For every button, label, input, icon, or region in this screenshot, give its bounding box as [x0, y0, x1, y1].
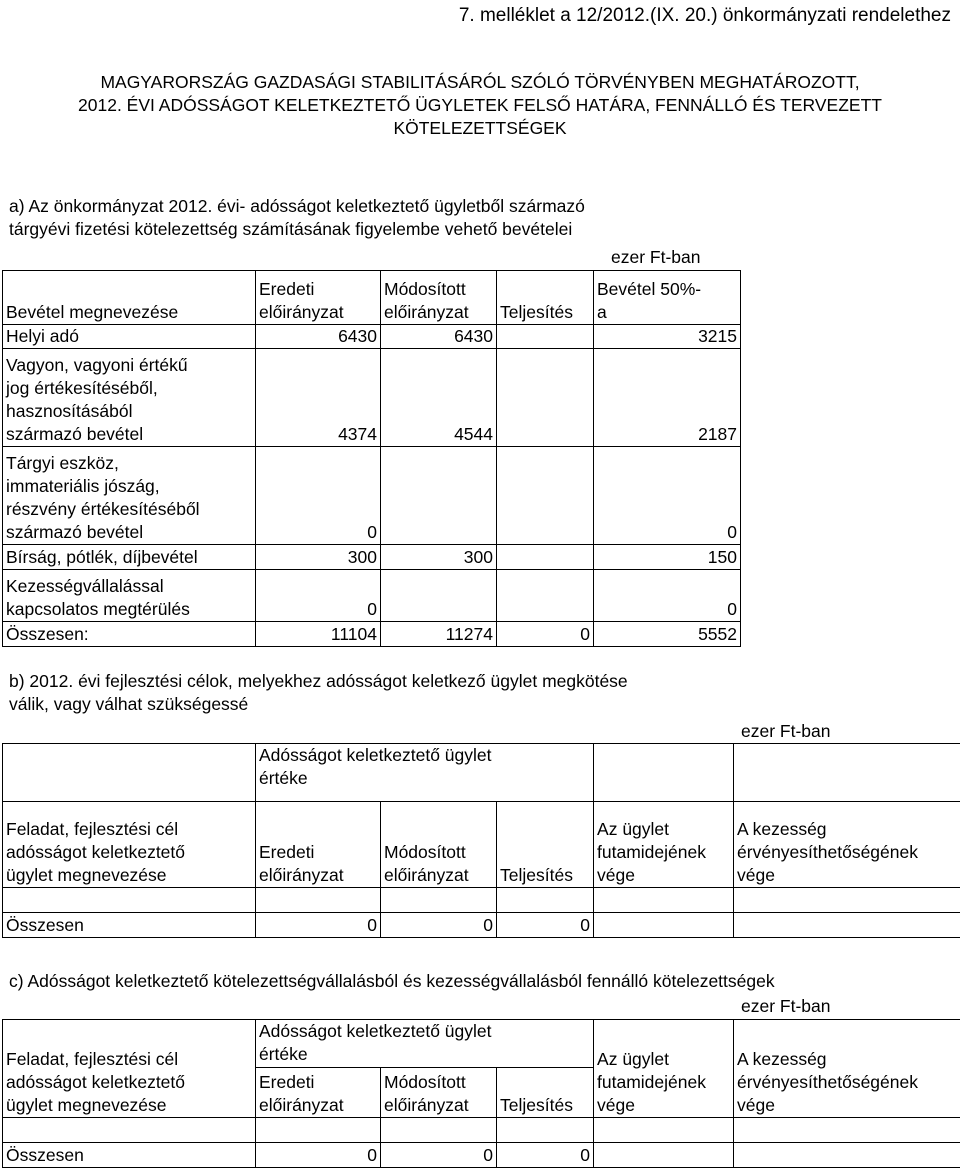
blank-cell: [594, 1143, 734, 1168]
row-modified: [381, 447, 497, 545]
table-row: [3, 325, 741, 349]
row-name-line: immateriális jószág,: [6, 476, 160, 496]
row-half: 2187: [594, 349, 741, 447]
header-revenue-name: Bevétel megnevezése: [3, 271, 256, 325]
row-name: [3, 622, 256, 647]
title-line-1: MAGYARORSZÁG GAZDASÁGI STABILITÁSÁRÓL SZÓLÓ TÖRVÉNYBEN MEGHATÁROZOTT,: [100, 72, 860, 92]
header-original-appropriation: [256, 1068, 381, 1118]
row-name: [3, 570, 256, 622]
row-name-line: Vagyon, vagyoni értékű: [6, 355, 188, 375]
section-b-unit: ezer Ft-ban: [741, 721, 831, 741]
row-modified: 4544: [381, 349, 497, 447]
row-name: [3, 447, 256, 545]
row-name-line: származó bevétel: [6, 424, 144, 444]
row-half: 5552: [594, 622, 741, 647]
total-label: [3, 913, 256, 938]
blank-cell: [594, 1118, 734, 1143]
header-task: [3, 802, 256, 888]
row-name: [3, 349, 256, 447]
row-original: 6430: [256, 325, 381, 349]
header-maturity-line: vége: [597, 1095, 635, 1115]
total-original: 0: [256, 1143, 381, 1168]
blank-cell: [3, 888, 256, 913]
section-c-title: c) Adósságot keletkeztető kötelezettségvállalásból és kezességvállalásból fennálló kötelezettségek: [9, 971, 775, 991]
header-original-line-2: előirányzat: [259, 302, 344, 322]
blank-cell: [256, 888, 381, 913]
group-header-row: [3, 744, 960, 802]
obligations-table: [2, 1019, 960, 1168]
section-a-title: [9, 195, 585, 241]
section-a-title-line-2: tárgyévi fizetési kötelezettség számításának figyelembe vehető bevételei: [9, 219, 573, 239]
blank-cell: [256, 1118, 381, 1143]
blank-cell: [594, 913, 734, 938]
blank-cell: [734, 744, 960, 802]
header-modified-line-2: előirányzat: [384, 302, 469, 322]
header-guarantee-line: A kezesség: [737, 1049, 827, 1069]
table-row: [3, 349, 741, 447]
row-fulfilled: [497, 570, 594, 622]
section-b-title: [9, 670, 628, 716]
header-modified-appropriation: [381, 1068, 497, 1118]
section-a-title-line-1: a) Az önkormányzat 2012. évi- adósságot keletkeztető ügyletből származó: [9, 196, 585, 216]
blank-cell: [734, 1143, 960, 1168]
row-half: 3215: [594, 325, 741, 349]
header-modified-line: előirányzat: [384, 1095, 469, 1115]
blank-cell: [3, 1118, 256, 1143]
column-header-row: [3, 802, 960, 888]
row-name: [3, 545, 256, 570]
row-name-line: jog értékesítéséből,: [6, 378, 158, 398]
header-modified-line: Módosított: [384, 1072, 466, 1092]
table-row-total: [3, 913, 960, 938]
total-original: 0: [256, 913, 381, 938]
header-modified-appropriation: [381, 271, 497, 325]
header-maturity: [594, 802, 734, 888]
header-fulfilled: Teljesítés: [497, 1068, 594, 1118]
header-modified-line-1: Módosított: [384, 279, 466, 299]
row-name-line: Bírság, pótlék, díjbevétel: [6, 547, 198, 567]
header-task-line: adósságot keletkeztető: [6, 1072, 186, 1092]
row-name: [3, 325, 256, 349]
header-maturity-line: Az ügylet: [597, 819, 670, 839]
header-guarantee-line: érvényesíthetőségének: [737, 842, 918, 862]
header-original-line: előirányzat: [259, 865, 344, 885]
header-maturity-line: futamidejének: [597, 842, 706, 862]
header-maturity-line: vége: [597, 865, 635, 885]
header-half-line-1: Bevétel 50%-: [597, 279, 702, 299]
header-original-line-1: Eredeti: [259, 279, 315, 299]
debt-value-group-header: [256, 1020, 594, 1068]
row-fulfilled: [497, 349, 594, 447]
header-maturity-line: Az ügylet: [597, 1049, 670, 1069]
blank-cell: [594, 744, 734, 802]
title-line-3: KÖTELEZETTSÉGEK: [393, 118, 567, 138]
row-name-line: Tárgyi eszköz,: [6, 453, 119, 473]
debt-value-group-header: [256, 744, 594, 802]
section-c-unit: ezer Ft-ban: [741, 996, 831, 1016]
table-row: [3, 570, 741, 622]
blank-cell: [381, 888, 497, 913]
header-modified-appropriation: [381, 802, 497, 888]
row-half: 150: [594, 545, 741, 570]
section-a-unit: ezer Ft-ban: [611, 247, 701, 267]
group-header-line-1: Adósságot keletkeztető ügylet: [259, 1021, 492, 1041]
header-guarantee: [734, 1020, 960, 1118]
header-task-line: adósságot keletkeztető: [6, 842, 186, 862]
row-name-line: kapcsolatos megtérülés: [6, 599, 190, 619]
row-name-line: származó bevétel: [6, 522, 144, 542]
row-original: 0: [256, 570, 381, 622]
table-row-total: [3, 622, 741, 647]
section-b-title-line-1: b) 2012. évi fejlesztési célok, melyekhez adósságot keletkező ügylet megkötése: [9, 671, 628, 691]
header-modified-line: Módosított: [384, 842, 466, 862]
title-line-2: 2012. ÉVI ADÓSSÁGOT KELETKEZTETŐ ÜGYLETEK FELSŐ HATÁRA, FENNÁLLÓ ÉS TERVEZETT: [78, 95, 882, 115]
group-header-line-2: értéke: [259, 768, 308, 788]
row-modified: 11274: [381, 622, 497, 647]
row-half: 0: [594, 447, 741, 545]
row-original: 11104: [256, 622, 381, 647]
header-guarantee-line: vége: [737, 865, 775, 885]
header-half-line-2: a: [597, 302, 607, 322]
row-fulfilled: [497, 447, 594, 545]
header-half-revenue: [594, 271, 741, 325]
decree-reference: 7. melléklet a 12/2012.(IX. 20.) önkormányzati rendelethez: [458, 5, 951, 26]
header-guarantee: [734, 802, 960, 888]
total-label-text: Összesen: [6, 1145, 84, 1165]
table-row: [3, 447, 741, 545]
row-modified: [381, 570, 497, 622]
row-name-line: Helyi adó: [6, 326, 79, 346]
header-original-line: Eredeti: [259, 842, 315, 862]
total-label: [3, 1143, 256, 1168]
header-task-line: ügylet megnevezése: [6, 1095, 167, 1115]
header-guarantee-line: vége: [737, 1095, 775, 1115]
header-modified-line: előirányzat: [384, 865, 469, 885]
header-original-appropriation: [256, 271, 381, 325]
row-fulfilled: [497, 325, 594, 349]
header-task: [3, 1020, 256, 1118]
blank-cell: [734, 1118, 960, 1143]
row-half: 0: [594, 570, 741, 622]
header-task-line: Feladat, fejlesztési cél: [6, 1049, 179, 1069]
total-label-text: Összesen: [6, 915, 84, 935]
header-task-line: Feladat, fejlesztési cél: [6, 819, 179, 839]
total-fulfilled: 0: [497, 1143, 594, 1168]
blank-cell: [594, 888, 734, 913]
blank-cell: [497, 1118, 594, 1143]
blank-cell: [3, 744, 256, 802]
blank-cell: [497, 888, 594, 913]
header-original-appropriation: [256, 802, 381, 888]
group-header-row: [3, 1020, 960, 1068]
total-fulfilled: 0: [497, 913, 594, 938]
group-header-line-2: értéke: [259, 1044, 308, 1064]
revenue-table: [2, 270, 741, 647]
header-maturity-line: futamidejének: [597, 1072, 706, 1092]
total-modified: 0: [381, 1143, 497, 1168]
revenue-table-header: [3, 271, 741, 325]
header-task-line: ügylet megnevezése: [6, 865, 167, 885]
header-fulfilled: Teljesítés: [497, 271, 594, 325]
row-modified: 6430: [381, 325, 497, 349]
header-fulfilled: Teljesítés: [497, 802, 594, 888]
row-original: 4374: [256, 349, 381, 447]
row-name-line: Kezességvállalással: [6, 576, 164, 596]
header-original-line: Eredeti: [259, 1072, 315, 1092]
table-row: [3, 545, 741, 570]
row-original: 300: [256, 545, 381, 570]
empty-row: [3, 888, 960, 913]
header-guarantee-line: A kezesség: [737, 819, 827, 839]
total-modified: 0: [381, 913, 497, 938]
row-fulfilled: 0: [497, 622, 594, 647]
section-b-title-line-2: válik, vagy válhat szükségessé: [9, 694, 249, 714]
row-name-line: Összesen:: [6, 624, 89, 644]
development-goals-table: [2, 743, 960, 938]
header-original-line: előirányzat: [259, 1095, 344, 1115]
table-row-total: [3, 1143, 960, 1168]
document-title: [0, 71, 960, 140]
row-name-line: hasznosításából: [6, 401, 133, 421]
blank-cell: [381, 1118, 497, 1143]
row-modified: 300: [381, 545, 497, 570]
row-fulfilled: [497, 545, 594, 570]
header-guarantee-line: érvényesíthetőségének: [737, 1072, 918, 1092]
header-maturity: [594, 1020, 734, 1118]
blank-cell: [734, 888, 960, 913]
group-header-line-1: Adósságot keletkeztető ügylet: [259, 745, 492, 765]
blank-cell: [734, 913, 960, 938]
empty-row: [3, 1118, 960, 1143]
row-name-line: részvény értékesítéséből: [6, 499, 200, 519]
row-original: 0: [256, 447, 381, 545]
